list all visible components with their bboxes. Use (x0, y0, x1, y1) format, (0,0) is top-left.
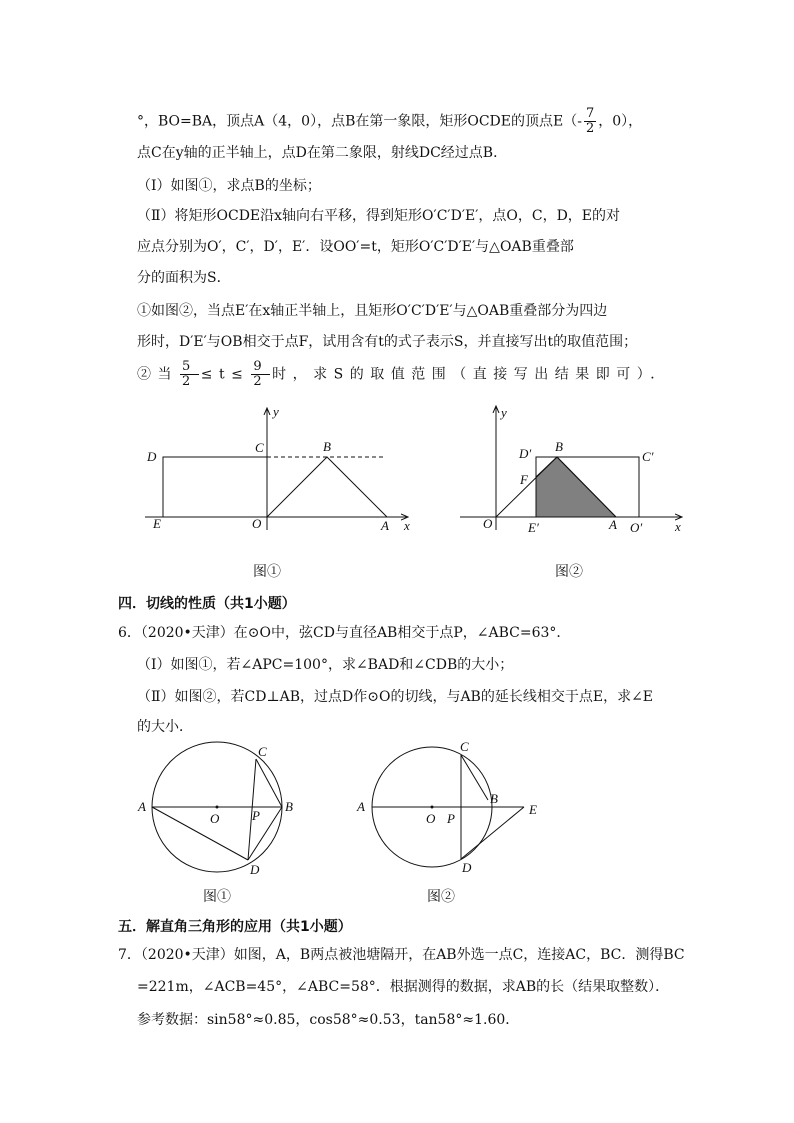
label-d: D (462, 860, 472, 875)
label-d: D (147, 449, 157, 464)
figure-2-caption: 图② (555, 564, 583, 580)
label-c-prime: C′ (642, 449, 654, 464)
label-a: A (138, 799, 146, 814)
label-b: B (285, 799, 293, 814)
q5-line-6: 分的面积为S． (137, 270, 231, 286)
label-o-prime: O′ (630, 520, 643, 535)
q5-line-7: ①如图②，当点E′在x轴正半轴上，且矩形O′C′D′E′与△OAB重叠部分为四边 (137, 303, 608, 319)
label-o: O (426, 811, 436, 826)
label-a: A (609, 517, 617, 532)
figure-3-caption: 图① (203, 889, 231, 905)
q5-line-8: 形时，D′E′与OB相交于点F，试用含有t的式子表示S，并直接写出t的取值范围； (137, 334, 638, 350)
figure-4 (350, 735, 550, 880)
section-5-title: 五．解直角三角形的应用（共1小题） (118, 919, 352, 935)
q5-line-1 (137, 107, 642, 136)
label-o: O (483, 516, 493, 531)
label-e-prime: E′ (528, 520, 539, 535)
q6-line-1: 6．（2020•天津）在⊙O中，弦CD与直径AB相交于点P，∠ABC=63°． (118, 625, 571, 641)
segments-ob-ba (267, 457, 387, 517)
figure-2 (455, 400, 690, 540)
label-b: B (323, 439, 331, 454)
label-d: D (250, 862, 260, 877)
label-b: B (555, 439, 563, 454)
label-a: A (357, 799, 365, 814)
q5-line-9 (137, 360, 671, 389)
label-e: E (153, 516, 161, 531)
center-point (216, 806, 219, 809)
label-c: C (460, 739, 469, 754)
q5-fraction-e: $\frac{7}{2}$ (585, 106, 595, 136)
q6-line-3: （Ⅱ）如图②，若CD⊥AB，过点D作⊙O的切线，与AB的延长线相交于点E，求∠E (137, 689, 654, 705)
q5-fraction-high: $\frac{9}{2}$ (253, 359, 269, 389)
q5-line-9c: 时，求S的取值范围（直接写出结果即可）． (272, 366, 671, 383)
label-d-prime: D′ (519, 446, 532, 461)
q7-line-1: 7．（2020•天津）如图，A，B两点被池塘隔开，在AB外选一点C，连接AC，BC．测得BC (118, 947, 685, 963)
label-p: P (252, 808, 260, 823)
q7-line-3: 参考数据：sin58°≈0.85，cos58°≈0.53，tan58°≈1.60． (137, 1012, 520, 1028)
q5-line-2: 点C在y轴的正半轴上，点D在第二象限，射线DC经过点B． (137, 145, 508, 161)
section-4-title: 四．切线的性质（共1小题） (118, 596, 296, 612)
label-c: C (258, 744, 267, 759)
q6-line-4: 的大小． (137, 719, 193, 735)
label-p: P (447, 811, 455, 826)
figure-4-caption: 图② (427, 889, 455, 905)
tangent-de (461, 807, 524, 859)
q5-line-4: （Ⅱ）将矩形OCDE沿x轴向右平移，得到矩形O′C′D′E′，点O，C，D，E的对 (137, 208, 621, 224)
label-a: A (381, 518, 389, 533)
q6-line-2: （Ⅰ）如图①，若∠APC=100°，求∠BAD和∠CDB的大小； (137, 657, 514, 673)
label-x: x (675, 519, 681, 534)
q5-line-9b: ≤t≤ (200, 366, 250, 383)
q5-line-1b: ，0）， (598, 113, 643, 130)
rectangle-ocde (163, 457, 267, 517)
label-o: O (252, 516, 262, 531)
figure-1 (135, 400, 425, 540)
segment-cb (256, 759, 282, 807)
label-c: C (255, 440, 264, 455)
label-b: B (490, 791, 498, 806)
q7-line-2: =221m，∠ACB=45°，∠ABC=58°．根据测得的数据，求AB的长（结果取整数）． (137, 979, 670, 995)
label-o: O (210, 811, 220, 826)
label-y: y (501, 405, 507, 420)
label-x: x (404, 518, 410, 533)
segment-ad (152, 807, 248, 860)
q5-fraction-low: $\frac{5}{2}$ (182, 359, 197, 389)
label-e: E (529, 802, 537, 817)
q5-line-3: （Ⅰ）如图①，求点B的坐标； (137, 178, 321, 194)
label-f: F (520, 472, 528, 487)
q5-line-9a: ②当 (137, 366, 178, 383)
figure-1-caption: 图① (253, 564, 281, 580)
center-point (431, 806, 434, 809)
figure-3 (130, 740, 310, 880)
q5-line-5: 应点分别为O′，C′，D′，E′．设OO′=t，矩形O′C′D′E′与△OAB重叠部 (137, 239, 574, 255)
label-y: y (273, 404, 279, 419)
q5-line-1a: °，BO=BA，顶点A（4，0），点B在第一象限，矩形OCDE的顶点E（- (137, 113, 582, 130)
